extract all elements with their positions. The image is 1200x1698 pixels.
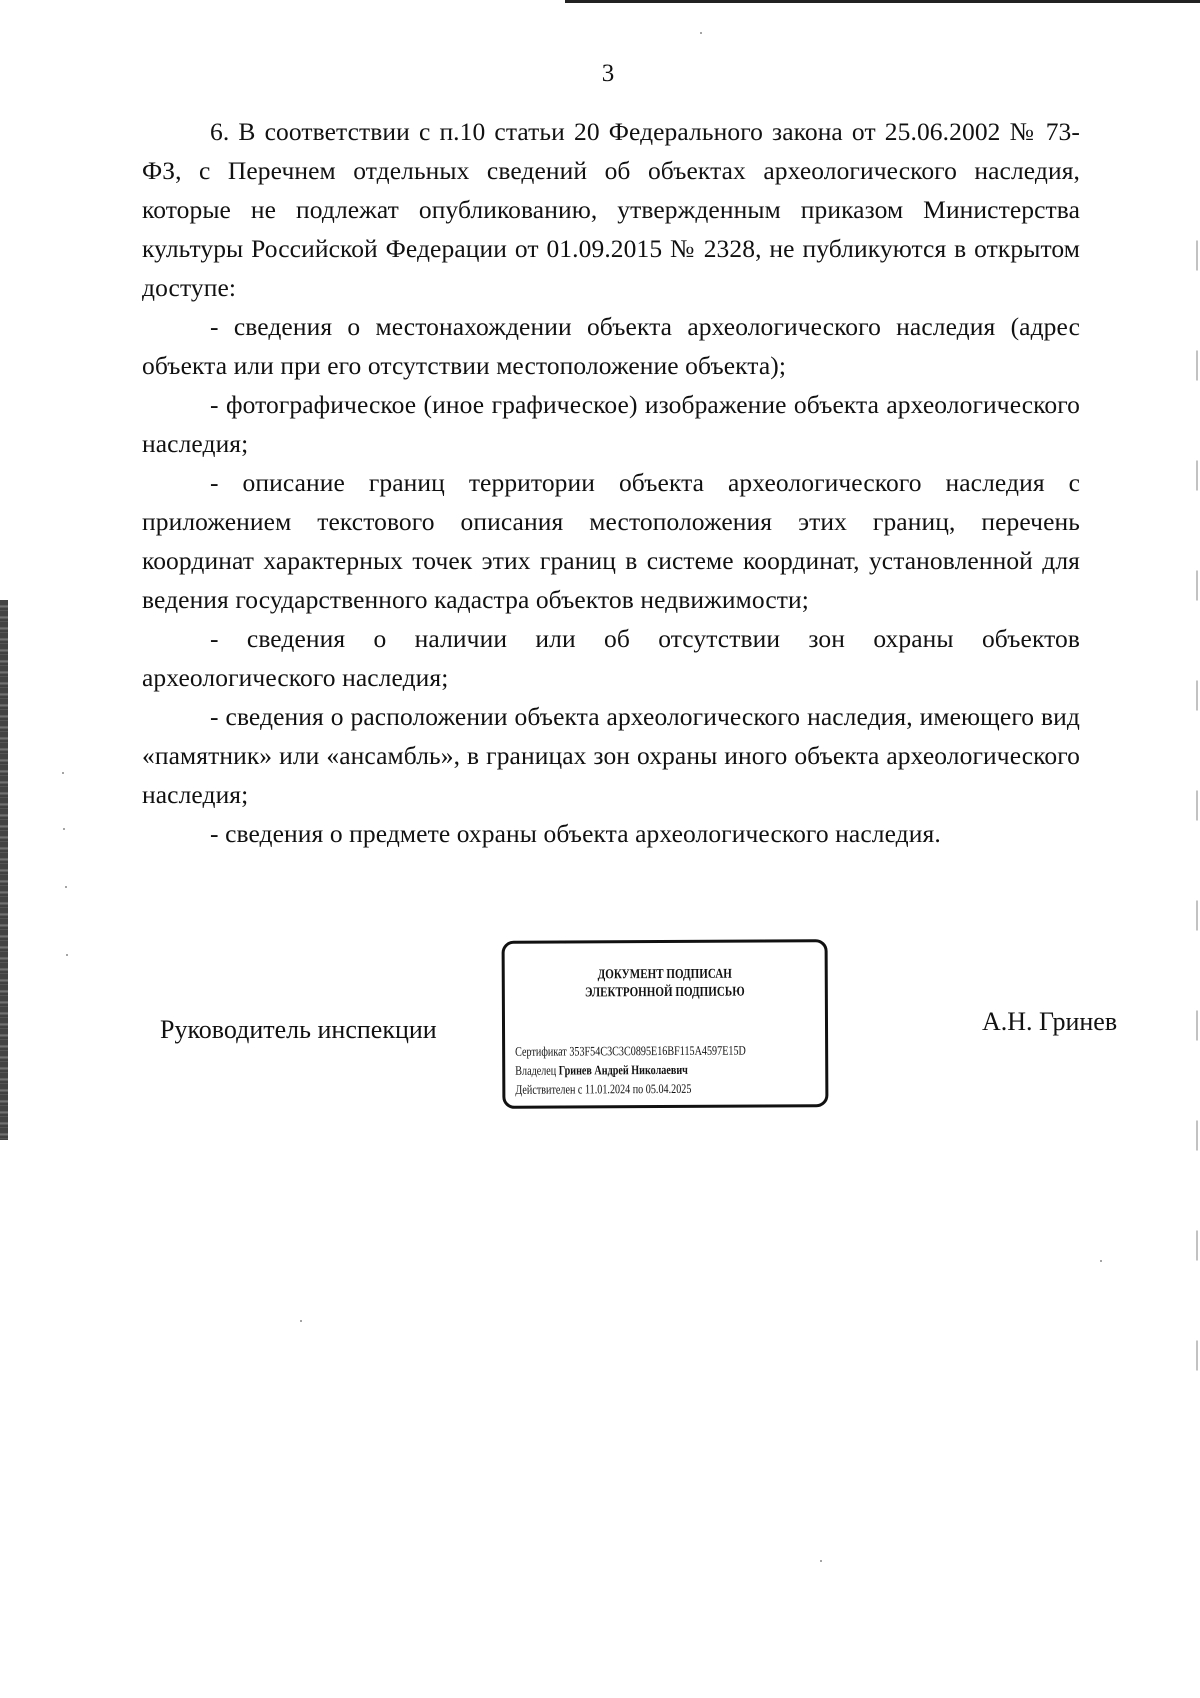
scan-speck	[66, 954, 68, 956]
signer-position: Руководитель инспекции	[160, 1015, 437, 1044]
stamp-title-line: ЭЛЕКТРОННОЙ ПОДПИСЬЮ	[584, 983, 745, 1000]
list-item: - фотографическое (иное графическое) изображение объекта археологического наследия;	[142, 390, 1080, 458]
scan-speck	[1100, 1260, 1102, 1262]
stamp-owner-line	[515, 1059, 780, 1079]
certificate-label: Сертификат	[515, 1043, 567, 1059]
list-item: - сведения о расположении объекта археологического наследия, имеющего вид «памятник» или «ансамбль», в границах зон охраны иного объекта археологического наследия;	[142, 702, 1080, 809]
certificate-value: 353F54C3C3C0895E16BF115A4597E15D	[569, 1042, 746, 1059]
page-number: 3	[601, 60, 615, 87]
body-text	[142, 112, 1080, 853]
scan-speck	[63, 828, 65, 830]
list-item: - описание границ территории объекта археологического наследия с приложением текстового описания местоположения этих границ, перечень координат характерных точек этих границ в системе координат, установленной для ведения государственного кадастра объектов недвижимости;	[142, 468, 1080, 614]
stamp-title	[533, 964, 796, 1001]
owner-label: Владелец	[515, 1062, 557, 1078]
scan-artifact-right	[1196, 200, 1198, 1400]
owner-value: Гринев Андрей Николаевич	[558, 1061, 688, 1078]
list-item: - сведения о местонахождении объекта археологического наследия (адрес объекта или при его отсутствии местоположение объекта);	[142, 312, 1080, 380]
stamp-title-line: ДОКУМЕНТ ПОДПИСАН	[597, 965, 732, 982]
stamp-details	[515, 1040, 780, 1098]
scan-speck	[820, 1560, 822, 1562]
stamp-certificate-line	[515, 1040, 780, 1060]
scan-speck	[62, 772, 64, 774]
stamp-validity-line: Действителен с 11.01.2024 по 05.04.2025	[515, 1080, 692, 1097]
scan-artifact-left	[0, 600, 8, 1140]
paragraph-intro: 6. В соответствии с п.10 статьи 20 Федерального закона от 25.06.2002 № 73-ФЗ, с Перечнем отдельных сведений об объектах археологического наследия, которые не подлежат опубликованию, утвержденным приказом Министерства культуры Российской Федерации от 01.09.2015 № 2328, не публикуются в открытом доступе:	[142, 117, 1080, 302]
list-item: - сведения о наличии или об отсутствии зон охраны объектов археологического наследия;	[142, 624, 1080, 692]
scan-speck	[300, 1320, 302, 1322]
scan-artifact-top	[565, 0, 1200, 3]
list-item: - сведения о предмете охраны объекта археологического наследия.	[210, 819, 941, 848]
scan-speck	[700, 32, 702, 34]
electronic-signature-stamp	[502, 939, 829, 1109]
signer-name: А.Н. Гринев	[982, 1007, 1118, 1036]
scan-speck	[65, 886, 67, 888]
